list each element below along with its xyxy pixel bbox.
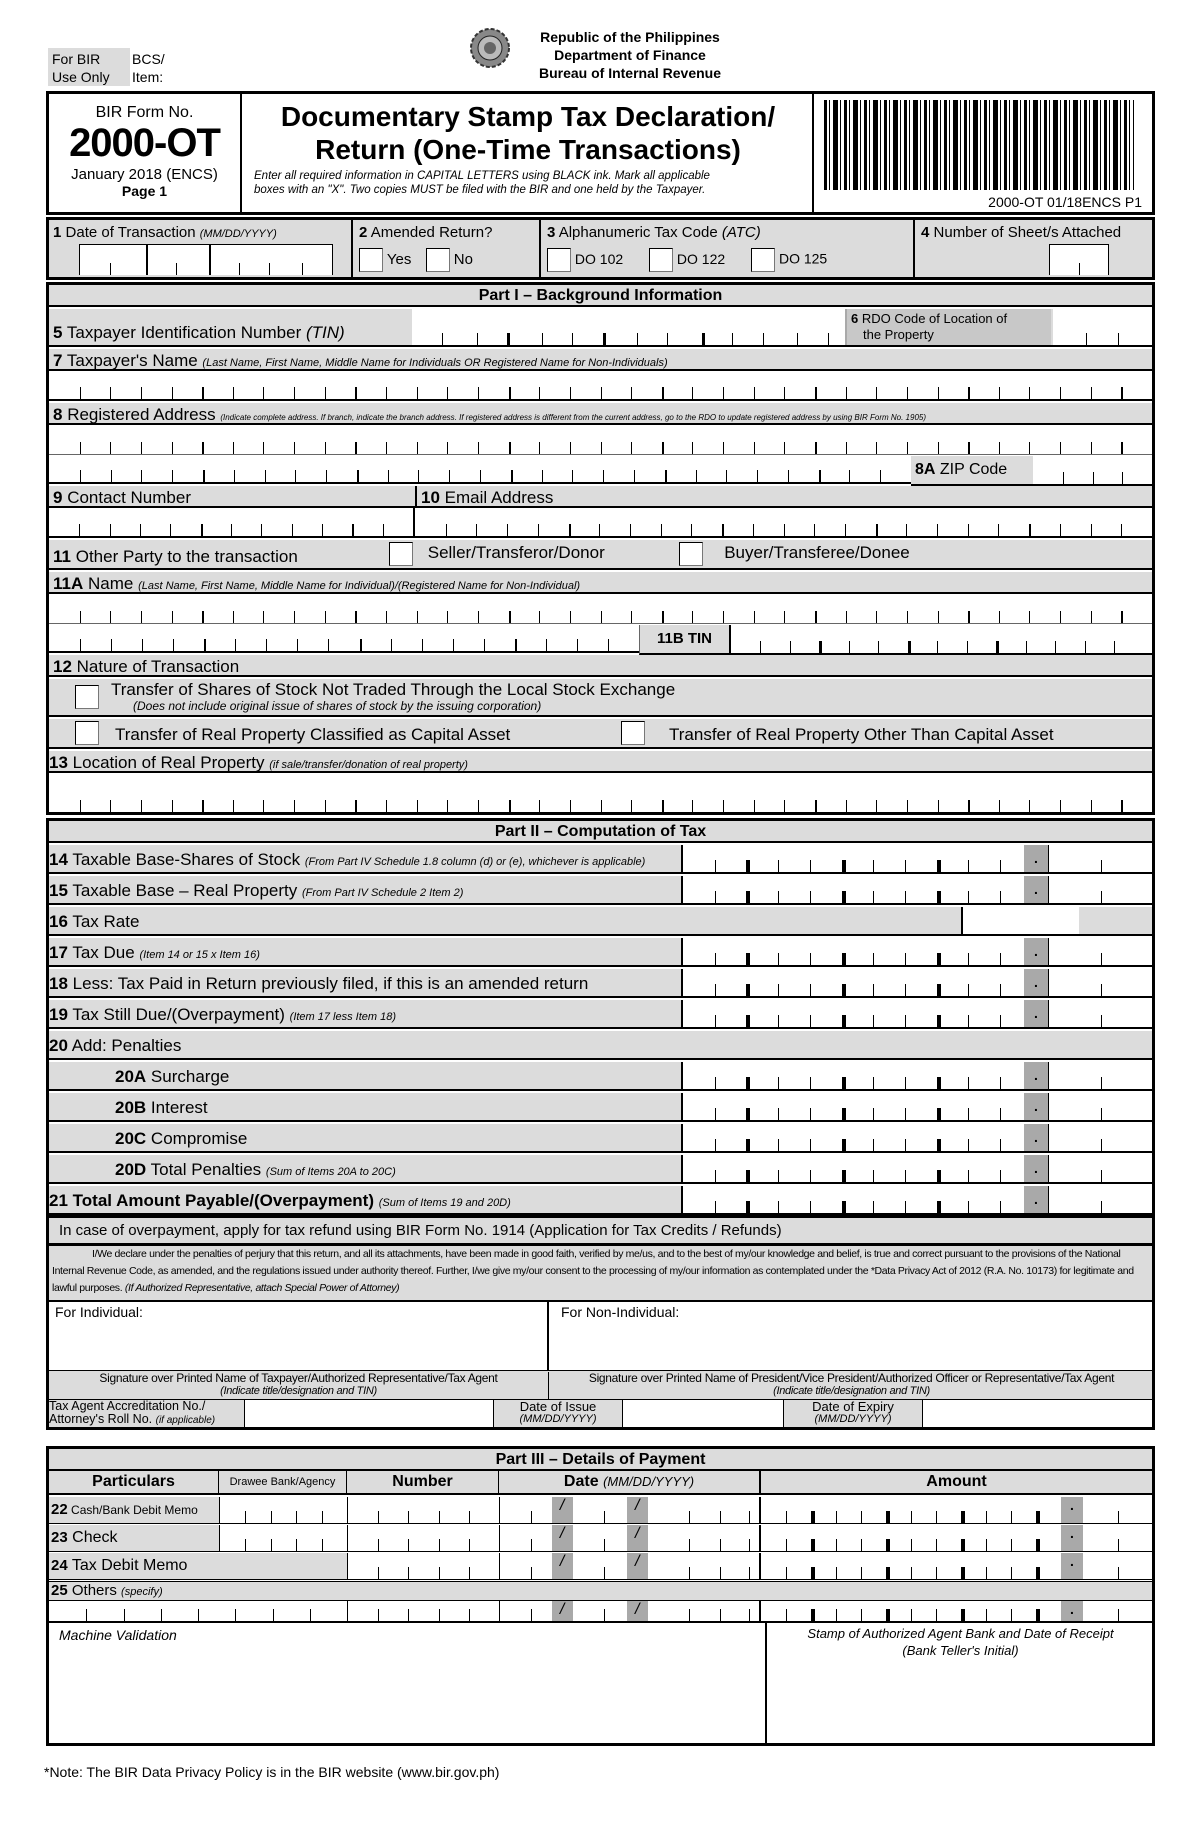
other-party-seller-checkbox[interactable] — [389, 542, 413, 566]
date-separator: / — [627, 1525, 648, 1551]
tick-row-36 — [49, 611, 1152, 623]
computation-row-14: 14 Taxable Base-Shares of Stock (From Part IV Schedule 1.8 column (d) or (e), whichever is applicable) . — [49, 845, 1152, 874]
drawee-bank-input[interactable] — [219, 1497, 347, 1523]
atc-do122-checkbox[interactable] — [649, 248, 673, 272]
taxpayer-name-input[interactable] — [49, 371, 1152, 401]
item-1-date-of-transaction: 1 Date of Transaction (MM/DD/YYYY) — [49, 220, 353, 277]
item-8-label: 8 Registered Address (Indicate complete address. If branch, indicate the branch address. If registered address is different from the current address, go to the RDO to update registered address by using BIR Form No. 1905) — [53, 405, 927, 424]
amount-20a-input[interactable] — [681, 1062, 1024, 1089]
payment-row-23: 23 Check / / . — [49, 1525, 1152, 1552]
bir-use-only-label: For BIR Use Only — [48, 48, 130, 86]
individual-signature-area[interactable]: For Individual: — [49, 1302, 549, 1370]
part-2-section — [46, 818, 1155, 1218]
registered-address-line2-input[interactable] — [49, 456, 911, 484]
item-8a-label: 8A ZIP Code — [911, 456, 1033, 486]
amount-18-cents-input[interactable] — [1048, 969, 1152, 996]
amount-14-input[interactable] — [681, 845, 1024, 872]
tick-row-36 — [49, 387, 1152, 399]
date-of-transaction-input[interactable] — [79, 244, 333, 275]
amount-20c-input[interactable] — [681, 1124, 1024, 1151]
other-party-buyer-checkbox[interactable] — [679, 542, 703, 566]
form-title-panel — [244, 94, 812, 212]
decimal-separator: . — [1024, 1093, 1048, 1120]
form-number-panel: BIR Form No. 2000-OT January 2018 (ENCS) Page 1 — [49, 94, 242, 212]
payment-amount-cents-input[interactable] — [1083, 1525, 1152, 1551]
amount-20d-cents-input[interactable] — [1048, 1155, 1152, 1182]
computation-row-16: 16 Tax Rate — [49, 907, 1152, 936]
amount-18-input[interactable] — [681, 969, 1024, 996]
tick-row-24 — [415, 524, 1152, 536]
item-4-sheets-attached: 4 Number of Sheet/s Attached — [917, 220, 1152, 277]
item-9-label: 9 Contact Number — [53, 488, 191, 507]
amount-20c-cents-input[interactable] — [1048, 1124, 1152, 1151]
item-11-label: 11 Other Party to the transaction — [53, 547, 298, 566]
amount-21-input[interactable] — [681, 1186, 1024, 1213]
payment-amount-input[interactable] — [761, 1553, 1061, 1579]
accreditation-label: Tax Agent Accreditation No./ Attorney's Roll No. (if applicable) — [49, 1400, 245, 1427]
computation-row-17: 17 Tax Due (Item 14 or 15 x Item 16) . — [49, 938, 1152, 967]
payment-row-25-label: 25 Others (specify) — [49, 1581, 1152, 1601]
rdo-code-input[interactable] — [1053, 309, 1152, 345]
decimal-separator: . — [1024, 938, 1048, 965]
payment-table-header: Particulars Drawee Bank/Agency Number Date (MM/DD/YYYY) Amount — [49, 1471, 1152, 1495]
item-13-label: 13 Location of Real Property (if sale/transfer/donation of real property) — [49, 753, 468, 772]
computation-row-20a: 20A Surcharge . — [49, 1062, 1152, 1091]
computation-row-21: 21 Total Amount Payable/(Overpayment) (Sum of Items 19 and 20D) . — [49, 1186, 1152, 1215]
payment-amount-cents-input[interactable] — [1083, 1601, 1152, 1621]
computation-row-20d: 20D Total Penalties (Sum of Items 20A to 20C) . — [49, 1155, 1152, 1184]
payment-date-input[interactable] — [499, 1497, 761, 1523]
payment-date-input[interactable] — [499, 1601, 761, 1621]
decimal-separator: . — [1024, 969, 1048, 996]
other-party-name-line1-input[interactable] — [49, 594, 1152, 624]
atc-do102-checkbox[interactable] — [547, 248, 571, 272]
non-individual-signature-area[interactable]: For Non-Individual: — [561, 1304, 680, 1320]
tick-row-12 — [49, 524, 413, 536]
others-specify-input[interactable] — [49, 1601, 347, 1621]
payment-amount-input[interactable] — [761, 1497, 1061, 1523]
tick-row-36 — [49, 800, 1152, 812]
accreditation-no-input[interactable] — [245, 1400, 493, 1427]
zip-code-input[interactable] — [1033, 456, 1152, 486]
registered-address-line1-input[interactable] — [49, 425, 1152, 455]
top-fields-section — [46, 217, 1155, 280]
form-title: Documentary Stamp Tax Declaration/ Return (One-Time Transactions) — [280, 101, 776, 165]
amount-20a-cents-input[interactable] — [1048, 1062, 1152, 1089]
computation-row-20: 20 Add: Penalties — [49, 1031, 1152, 1060]
payment-amount-cents-input[interactable] — [1083, 1553, 1152, 1579]
part-3-section — [46, 1446, 1155, 1746]
declaration: I/We declare under the penalties of perjury that this return, and all its attachments, have been made in good faith, verified by me/us, and to the best of my/our knowledge and belief, is true and correct pursuant to the provisions of the National Internal Revenue Code, as amended, and the regulations issued under authority thereof. Further, I/we give my/our consent to the processing of my/our information as contemplated under the *Data Privacy Act of 2012 (R.A. No. 10173) for legitimate and lawful purposes. (If Authorized Representative, attach Special Power of Attorney) — [46, 1246, 1155, 1302]
date-of-expiry-input[interactable] — [923, 1400, 1152, 1427]
bcs-item-label: BCS/ Item: — [132, 51, 165, 85]
part-1-section: Part I – Background Information 5 Taxpayer Identification Number (TIN) 6 RDO Code of Location of the Property 7 Taxpayer's Name (Last Name, First Name, Middle Name for Individuals OR Registered Name for Non-Individuals) 8 Registered Address (Indicate complete address. If branch, indicate the branch address. If registered address is different from the current address, go to the RDO to update registered address by using BIR Form No. 1905) 8A ZIP Code 9 Contact Number 10 Email Address 11 Other Party to the transaction Seller/Transferor/Donor Buyer/Transferee/Donee 11A Name (Last Name, First Name, Middle Name for Individual)/(Registered Name for Non-Individual) 11B TIN 12 Nature of Transaction Transfer of Shares of Stock Not Traded Through the Local Stock Exchange (Does not include original issue of shares of stock by the issuing corporation) Transfer of Real Property Classified as Capital Asset Transfer of Real Property Other Than Capital Asset 13 Location of Real Property (if sale/transfer/donation of real property) — [46, 282, 1155, 815]
date-of-issue-input[interactable] — [623, 1400, 783, 1427]
form-title-box — [46, 91, 1155, 215]
tick-row-28 — [49, 470, 911, 482]
contact-number-input[interactable] — [49, 508, 415, 538]
item-3-atc: 3 Alphanumeric Tax Code (ATC) DO 102 DO 122 DO 125 — [543, 220, 915, 277]
computation-row-15: 15 Taxable Base – Real Property (From Part IV Schedule 2 Item 2) . — [49, 876, 1152, 905]
payment-amount-cents-input[interactable] — [1083, 1497, 1152, 1523]
amended-yes-checkbox[interactable] — [359, 248, 383, 272]
transfer-capital-asset-checkbox[interactable] — [75, 721, 99, 745]
amount-17-cents-input[interactable] — [1048, 938, 1152, 965]
date-separator: / — [552, 1497, 573, 1523]
payment-number-input[interactable] — [347, 1525, 499, 1551]
part-2-title: Part II – Computation of Tax — [49, 821, 1152, 843]
decimal-separator: . — [1024, 1186, 1048, 1213]
date-separator: / — [627, 1497, 648, 1523]
transfer-other-than-capital-checkbox[interactable] — [621, 721, 645, 745]
transfer-shares-checkbox[interactable] — [75, 685, 99, 709]
decimal-separator: . — [1024, 845, 1048, 872]
decimal-separator: . — [1061, 1553, 1083, 1579]
amount-21-cents-input[interactable] — [1048, 1186, 1152, 1213]
agency-header: Republic of the Philippines Department of Finance Bureau of Internal Revenue — [538, 29, 722, 81]
drawee-bank-input[interactable] — [219, 1525, 347, 1551]
date-of-expiry-label: Date of Expiry (MM/DD/YYYY) — [783, 1400, 923, 1427]
footer-note: *Note: The BIR Data Privacy Policy is in the BIR website (www.bir.gov.ph) — [44, 1764, 500, 1780]
date-separator: / — [552, 1601, 573, 1621]
amount-17-input[interactable] — [681, 938, 1024, 965]
bank-stamp-area: Stamp of Authorized Agent Bank and Date of Receipt (Bank Teller's Initial) — [807, 1626, 1114, 1658]
machine-validation-area: Machine Validation — [49, 1623, 767, 1743]
item-11b-label: 11B TIN — [639, 625, 731, 655]
amount-19-cents-input[interactable] — [1048, 1000, 1152, 1027]
signature-section: For Individual: For Non-Individual: Signature over Printed Name of Taxpayer/Authorized Representative/Tax Agent (Indicate title/designation and TIN) Signature over Printed Name of President/Vice President/Authorized Officer or Representative/Tax Agent (Indicate title/designation and TIN) Tax Agent Accreditation No./ Attorney's Roll No. (if applicable) Date of Issue (MM/DD/YYYY) Date of Expiry (MM/DD/YYYY) — [46, 1302, 1155, 1430]
date-separator: / — [552, 1553, 573, 1579]
atc-do125-checkbox[interactable] — [751, 248, 775, 272]
item-2-amended-return: 2 Amended Return? Yes No — [355, 220, 541, 277]
payment-date-input[interactable] — [499, 1553, 761, 1579]
payment-row-25 — [49, 1601, 1152, 1623]
item-5-label: 5 Taxpayer Identification Number (TIN) — [53, 323, 345, 342]
tick-row-19 — [49, 639, 639, 651]
payment-number-input[interactable] — [347, 1553, 499, 1579]
payment-number-input[interactable] — [347, 1497, 499, 1523]
amended-no-checkbox[interactable] — [426, 248, 450, 272]
decimal-separator: . — [1061, 1601, 1083, 1621]
payment-amount-input[interactable] — [761, 1525, 1061, 1551]
amount-20b-input[interactable] — [681, 1093, 1024, 1120]
form-number: 2000-OT — [69, 121, 220, 165]
item-11a-label: 11A Name (Last Name, First Name, Middle Name for Individual)/(Registered Name for Non-Individual) — [53, 574, 581, 593]
other-party-name-line2-input[interactable] — [49, 625, 639, 653]
item-10-label: 10 Email Address — [421, 488, 554, 507]
amount-20b-cents-input[interactable] — [1048, 1093, 1152, 1120]
amount-14-cents-input[interactable] — [1048, 845, 1152, 872]
amount-19-input[interactable] — [681, 1000, 1024, 1027]
decimal-separator: . — [1061, 1497, 1083, 1523]
date-separator: / — [627, 1601, 648, 1621]
barcode-panel: 2000-OT 01/18ENCS P1 — [812, 94, 1152, 212]
bir-seal-icon — [469, 27, 511, 69]
payment-date-input[interactable] — [499, 1525, 761, 1551]
amount-15-input[interactable] — [681, 876, 1024, 903]
decimal-separator: . — [1024, 1155, 1048, 1182]
part-1-title: Part I – Background Information — [49, 285, 1152, 307]
decimal-separator: . — [1024, 1000, 1048, 1027]
computation-row-18: 18 Less: Tax Paid in Return previously filed, if this is an amended return . — [49, 969, 1152, 998]
date-separator: / — [627, 1553, 648, 1579]
form-instructions: Enter all required information in CAPITAL LETTERS using BLACK ink. Mark all applicable boxes with an "X". Two copies MUST be filed with the BIR and one held by the Taxpayer. — [254, 170, 710, 196]
item-7-label: 7 Taxpayer's Name (Last Name, First Name, Middle Name for Individuals OR Registered Name for Non-Individuals) — [53, 351, 668, 370]
date-of-issue-label: Date of Issue (MM/DD/YYYY) — [493, 1400, 623, 1427]
computation-row-20c: 20C Compromise . — [49, 1124, 1152, 1153]
item-6-label: 6 RDO Code of Location of the Property — [847, 309, 1051, 345]
tick-row-36 — [49, 442, 1152, 454]
payment-number-input[interactable] — [347, 1601, 499, 1621]
payment-row-24: 24 Tax Debit Memo / / . — [49, 1553, 1152, 1580]
payment-row-22: 22 Cash/Bank Debit Memo / / . — [49, 1497, 1152, 1524]
decimal-separator: . — [1061, 1525, 1083, 1551]
date-separator: / — [552, 1525, 573, 1551]
other-party-tin-input[interactable] — [731, 625, 1152, 655]
amount-15-cents-input[interactable] — [1048, 876, 1152, 903]
payment-amount-input[interactable] — [761, 1601, 1061, 1621]
decimal-separator: . — [1024, 1062, 1048, 1089]
decimal-separator: . — [1024, 1124, 1048, 1151]
decimal-separator: . — [1024, 876, 1048, 903]
item-12-label: 12 Nature of Transaction — [53, 657, 240, 676]
tax-rate-input[interactable] — [961, 907, 1079, 934]
sheets-attached-input[interactable] — [1049, 244, 1109, 275]
part-3-title: Part III – Details of Payment — [49, 1449, 1152, 1471]
computation-row-19: 19 Tax Still Due/(Overpayment) (Item 17 less Item 18) . — [49, 1000, 1152, 1029]
email-address-input[interactable] — [415, 508, 1152, 538]
property-location-input[interactable] — [49, 773, 1152, 812]
computation-row-20b: 20B Interest . — [49, 1093, 1152, 1122]
barcode-icon — [824, 100, 1134, 190]
tin-input[interactable] — [412, 309, 845, 345]
refund-note: In case of overpayment, apply for tax refund using BIR Form No. 1914 (Application for Tax Credits / Refunds) — [46, 1218, 1155, 1246]
amount-20d-input[interactable] — [681, 1155, 1024, 1182]
